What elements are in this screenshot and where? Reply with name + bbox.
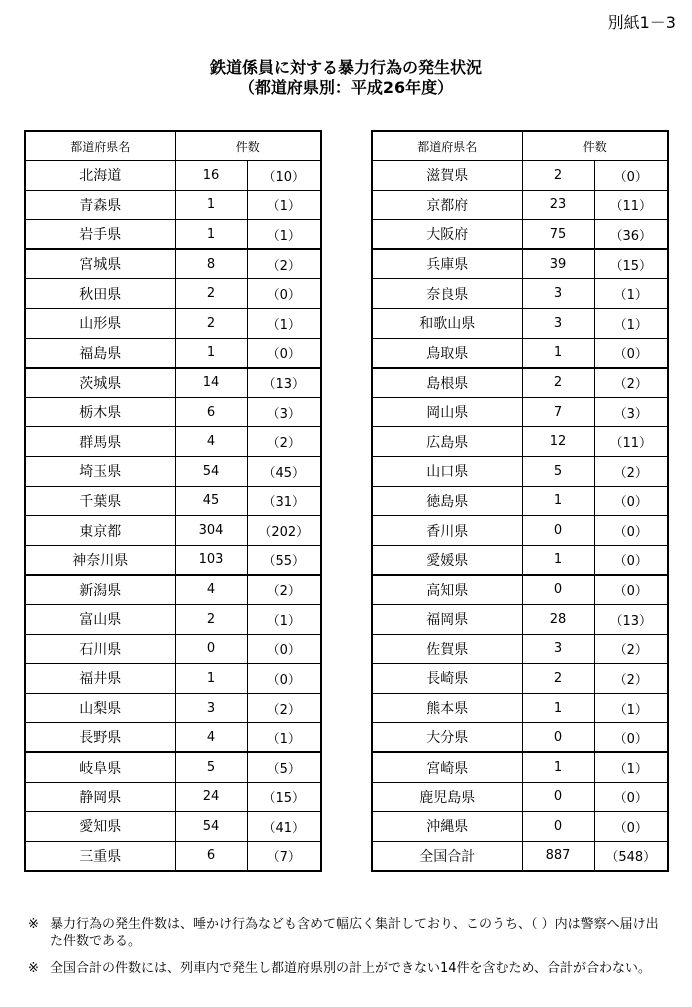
table-row (372, 397, 668, 427)
table-header-row (25, 131, 321, 161)
reported-count-cell: （1） (594, 752, 668, 782)
prefecture-name-cell: 長野県 (25, 723, 175, 753)
prefecture-name-cell: 沖縄県 (372, 812, 522, 842)
note-text: 暴力行為の発生件数は、唾かけ行為なども含めて幅広く集計しており、このうち、（ ）内は警察へ届け出た件数である。 (50, 917, 659, 949)
prefecture-table-left (24, 130, 322, 872)
note-text: 全国合計の件数には、列車内で発生し都道府県別の計上ができない14件を含むため、合計が合わない。 (50, 961, 652, 976)
count-cell: 2 (522, 664, 594, 694)
reported-count-cell: （1） (594, 693, 668, 723)
count-cell: 4 (175, 575, 247, 605)
count-cell: 1 (175, 220, 247, 250)
prefecture-name-cell: 熊本県 (372, 693, 522, 723)
table-row (372, 782, 668, 812)
prefecture-name-cell: 秋田県 (25, 279, 175, 309)
prefecture-name-cell: 三重県 (25, 841, 175, 871)
table-row (372, 486, 668, 516)
table-row (25, 427, 321, 457)
prefecture-name-cell: 大分県 (372, 723, 522, 753)
table-row (25, 368, 321, 398)
count-cell: 103 (175, 545, 247, 575)
prefecture-name-cell: 群馬県 (25, 427, 175, 457)
table-row (372, 457, 668, 487)
prefecture-table-right (371, 130, 669, 872)
prefecture-name-cell: 福井県 (25, 664, 175, 694)
count-cell: 23 (522, 190, 594, 220)
reported-count-cell: （41） (247, 812, 321, 842)
table-row (372, 664, 668, 694)
table-row (25, 693, 321, 723)
prefecture-name-cell: 島根県 (372, 368, 522, 398)
reported-count-cell: （2） (247, 693, 321, 723)
prefecture-name-cell: 高知県 (372, 575, 522, 605)
table-row (372, 752, 668, 782)
reported-count-cell: （2） (247, 427, 321, 457)
table-row (372, 161, 668, 191)
header-count: 件数 (522, 131, 668, 161)
table-row (372, 368, 668, 398)
prefecture-name-cell: 岐阜県 (25, 752, 175, 782)
header-prefecture-name: 都道府県名 (25, 131, 175, 161)
table-row (25, 190, 321, 220)
header-count: 件数 (175, 131, 321, 161)
reported-count-cell: （5） (247, 752, 321, 782)
prefecture-name-cell: 岩手県 (25, 220, 175, 250)
table-row (372, 723, 668, 753)
reported-count-cell: （2） (594, 634, 668, 664)
count-cell: 304 (175, 516, 247, 546)
reported-count-cell: （0） (247, 279, 321, 309)
reported-count-cell: （1） (594, 279, 668, 309)
count-cell: 75 (522, 220, 594, 250)
reported-count-cell: （7） (247, 841, 321, 871)
table-row (372, 220, 668, 250)
count-cell: 54 (175, 457, 247, 487)
count-cell: 1 (175, 338, 247, 368)
prefecture-name-cell: 神奈川県 (25, 545, 175, 575)
count-cell: 1 (522, 752, 594, 782)
prefecture-name-cell: 千葉県 (25, 486, 175, 516)
count-cell: 54 (175, 812, 247, 842)
count-cell: 5 (522, 457, 594, 487)
table-row (25, 486, 321, 516)
table-row (25, 516, 321, 546)
count-cell: 4 (175, 723, 247, 753)
prefecture-name-cell: 和歌山県 (372, 309, 522, 339)
note-mark: ※ (28, 917, 39, 932)
prefecture-name-cell: 北海道 (25, 161, 175, 191)
count-cell: 1 (175, 190, 247, 220)
prefecture-name-cell: 滋賀県 (372, 161, 522, 191)
reported-count-cell: （15） (247, 782, 321, 812)
footnote (28, 960, 668, 977)
table-row (372, 575, 668, 605)
table-row (372, 249, 668, 279)
prefecture-name-cell: 山口県 (372, 457, 522, 487)
table-row (25, 249, 321, 279)
count-cell: 8 (175, 249, 247, 279)
prefecture-name-cell: 愛媛県 (372, 545, 522, 575)
table-row (25, 309, 321, 339)
reported-count-cell: （0） (594, 782, 668, 812)
reported-count-cell: （55） (247, 545, 321, 575)
table-row (25, 664, 321, 694)
table-row (25, 605, 321, 635)
reported-count-cell: （2） (594, 664, 668, 694)
header-prefecture-name: 都道府県名 (372, 131, 522, 161)
prefecture-name-cell: 全国合計 (372, 841, 522, 871)
reported-count-cell: （36） (594, 220, 668, 250)
reported-count-cell: （1） (247, 605, 321, 635)
table-row (372, 812, 668, 842)
count-cell: 4 (175, 427, 247, 457)
reported-count-cell: （31） (247, 486, 321, 516)
count-cell: 0 (522, 782, 594, 812)
count-cell: 0 (522, 723, 594, 753)
reported-count-cell: （0） (247, 664, 321, 694)
prefecture-name-cell: 福島県 (25, 338, 175, 368)
prefecture-name-cell: 徳島県 (372, 486, 522, 516)
reported-count-cell: （1） (247, 723, 321, 753)
table-row (25, 782, 321, 812)
reported-count-cell: （3） (594, 397, 668, 427)
table-row (372, 190, 668, 220)
count-cell: 3 (522, 634, 594, 664)
reported-count-cell: （2） (594, 457, 668, 487)
prefecture-name-cell: 山形県 (25, 309, 175, 339)
reported-count-cell: （2） (594, 368, 668, 398)
reported-count-cell: （0） (594, 486, 668, 516)
count-cell: 24 (175, 782, 247, 812)
prefecture-name-cell: 宮城県 (25, 249, 175, 279)
reported-count-cell: （11） (594, 427, 668, 457)
table-row (372, 605, 668, 635)
table-row (25, 397, 321, 427)
count-cell: 2 (522, 161, 594, 191)
count-cell: 7 (522, 397, 594, 427)
prefecture-name-cell: 新潟県 (25, 575, 175, 605)
prefecture-name-cell: 静岡県 (25, 782, 175, 812)
count-cell: 0 (522, 516, 594, 546)
count-cell: 0 (522, 575, 594, 605)
prefecture-name-cell: 富山県 (25, 605, 175, 635)
count-cell: 1 (522, 545, 594, 575)
prefecture-name-cell: 鳥取県 (372, 338, 522, 368)
table-row (25, 723, 321, 753)
prefecture-name-cell: 岡山県 (372, 397, 522, 427)
count-cell: 12 (522, 427, 594, 457)
count-cell: 2 (175, 309, 247, 339)
prefecture-name-cell: 愛知県 (25, 812, 175, 842)
reported-count-cell: （0） (247, 634, 321, 664)
reported-count-cell: （0） (594, 516, 668, 546)
prefecture-name-cell: 山梨県 (25, 693, 175, 723)
reported-count-cell: （1） (594, 309, 668, 339)
count-cell: 1 (522, 486, 594, 516)
prefecture-name-cell: 鹿児島県 (372, 782, 522, 812)
reported-count-cell: （1） (247, 190, 321, 220)
reported-count-cell: （0） (594, 161, 668, 191)
prefecture-name-cell: 奈良県 (372, 279, 522, 309)
reported-count-cell: （0） (247, 338, 321, 368)
prefecture-name-cell: 長崎県 (372, 664, 522, 694)
table-row (25, 545, 321, 575)
table-row (372, 634, 668, 664)
reported-count-cell: （1） (247, 220, 321, 250)
note-mark: ※ (28, 961, 39, 976)
reported-count-cell: （13） (594, 605, 668, 635)
reported-count-cell: （0） (594, 338, 668, 368)
table-row (372, 841, 668, 871)
reported-count-cell: （2） (247, 575, 321, 605)
reported-count-cell: （548） (594, 841, 668, 871)
reported-count-cell: （202） (247, 516, 321, 546)
table-row (25, 634, 321, 664)
count-cell: 6 (175, 841, 247, 871)
count-cell: 16 (175, 161, 247, 191)
count-cell: 887 (522, 841, 594, 871)
reported-count-cell: （15） (594, 249, 668, 279)
page-subtitle: （都道府県別：平成26年度） (238, 78, 454, 97)
count-cell: 2 (175, 279, 247, 309)
count-cell: 28 (522, 605, 594, 635)
footnote (28, 916, 668, 950)
prefecture-name-cell: 佐賀県 (372, 634, 522, 664)
reported-count-cell: （1） (247, 309, 321, 339)
table-row (25, 752, 321, 782)
count-cell: 14 (175, 368, 247, 398)
count-cell: 0 (175, 634, 247, 664)
prefecture-name-cell: 青森県 (25, 190, 175, 220)
count-cell: 1 (175, 664, 247, 694)
table-row (25, 161, 321, 191)
table-row (25, 812, 321, 842)
prefecture-name-cell: 兵庫県 (372, 249, 522, 279)
count-cell: 1 (522, 338, 594, 368)
prefecture-name-cell: 大阪府 (372, 220, 522, 250)
table-row (25, 279, 321, 309)
reported-count-cell: （11） (594, 190, 668, 220)
prefecture-name-cell: 京都府 (372, 190, 522, 220)
count-cell: 3 (522, 279, 594, 309)
table-row (372, 279, 668, 309)
reported-count-cell: （0） (594, 723, 668, 753)
prefecture-name-cell: 栃木県 (25, 397, 175, 427)
count-cell: 2 (522, 368, 594, 398)
count-cell: 5 (175, 752, 247, 782)
reported-count-cell: （2） (247, 249, 321, 279)
table-row (25, 338, 321, 368)
reported-count-cell: （13） (247, 368, 321, 398)
count-cell: 1 (522, 693, 594, 723)
count-cell: 3 (522, 309, 594, 339)
reported-count-cell: （45） (247, 457, 321, 487)
table-row (372, 545, 668, 575)
table-row (25, 220, 321, 250)
document-id: 別紙1－3 (607, 13, 676, 32)
table-row (25, 575, 321, 605)
prefecture-name-cell: 香川県 (372, 516, 522, 546)
footnotes (28, 916, 668, 987)
prefecture-name-cell: 福岡県 (372, 605, 522, 635)
prefecture-name-cell: 宮崎県 (372, 752, 522, 782)
prefecture-name-cell: 広島県 (372, 427, 522, 457)
count-cell: 39 (522, 249, 594, 279)
table-row (372, 693, 668, 723)
count-cell: 6 (175, 397, 247, 427)
reported-count-cell: （0） (594, 545, 668, 575)
page-title: 鉄道係員に対する暴力行為の発生状況 (209, 58, 482, 77)
prefecture-name-cell: 埼玉県 (25, 457, 175, 487)
table-row (372, 427, 668, 457)
prefecture-name-cell: 東京都 (25, 516, 175, 546)
reported-count-cell: （10） (247, 161, 321, 191)
table-row (372, 309, 668, 339)
table-header-row (372, 131, 668, 161)
count-cell: 3 (175, 693, 247, 723)
table-row (372, 338, 668, 368)
reported-count-cell: （3） (247, 397, 321, 427)
count-cell: 45 (175, 486, 247, 516)
reported-count-cell: （0） (594, 575, 668, 605)
table-row (372, 516, 668, 546)
table-row (25, 457, 321, 487)
count-cell: 2 (175, 605, 247, 635)
prefecture-name-cell: 石川県 (25, 634, 175, 664)
prefecture-name-cell: 茨城県 (25, 368, 175, 398)
table-row (25, 841, 321, 871)
reported-count-cell: （0） (594, 812, 668, 842)
count-cell: 0 (522, 812, 594, 842)
